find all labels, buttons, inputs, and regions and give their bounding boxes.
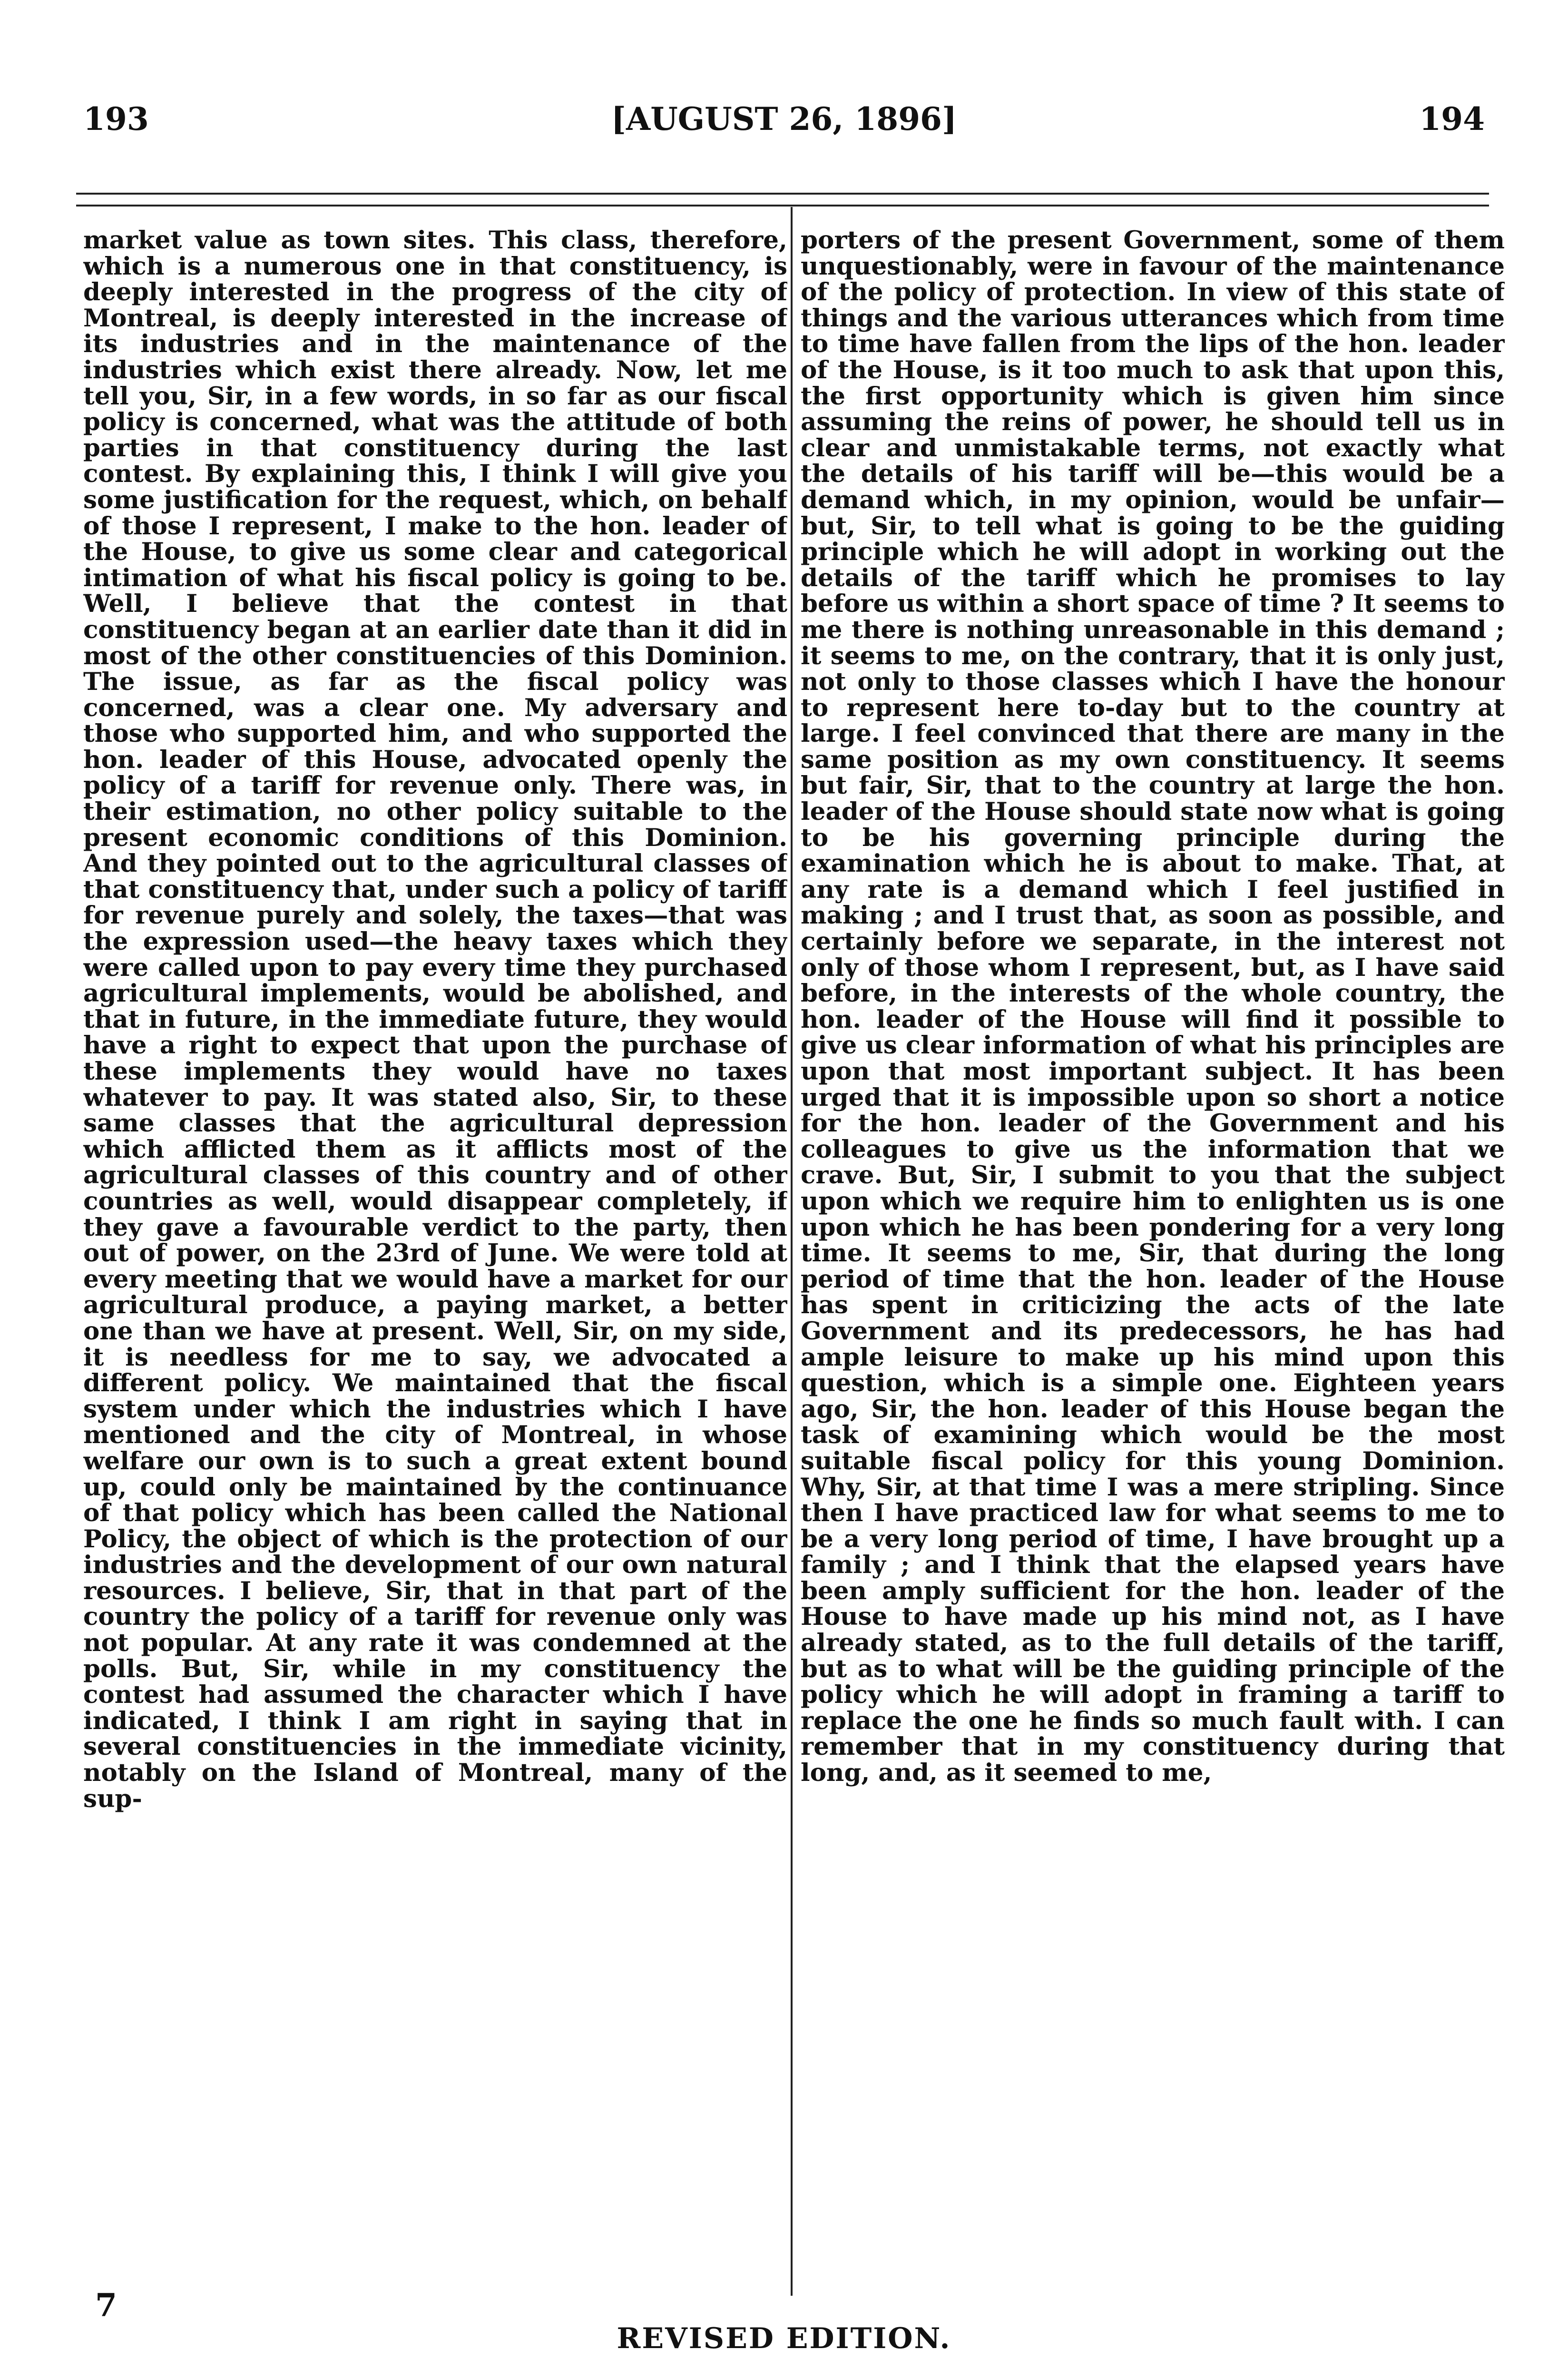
column-divider <box>791 207 793 2296</box>
header-date: [AUGUST 26, 1896] <box>611 100 957 138</box>
text-column-right <box>801 227 1505 2297</box>
signature-mark: 7 <box>95 2287 117 2324</box>
edition-label: REVISED EDITION. <box>617 2322 951 2355</box>
column-left-text: market value as town sites. This class, therefore, which is a numerous one in that constituency, is deeply interested in the progress of the city of Montreal, is deeply interested in the increase of its industries and in the maintenance of the industries which exist there already. Now, let me tell you, Sir, in a few words, in so far as our fiscal policy is concerned, what was the attitude of both parties in that constituency during the last contest. By explaining this, I think I will give you some justification for the request, which, on behalf of those I represent, I make to the hon. leader of the House, to give us some clear and categorical intimation of what his fiscal policy is going to be. Well, I believe that the contest in that constituency began at an earlier date than it did in most of the other constituencies of this Dominion. The issue, as far as the fiscal policy was concerned, was a clear one. My adversary and those who supported him, and who supported the hon. leader of this House, advocated openly the policy of a tariff for revenue only. There was, in their estimation, no other policy suitable to the present economic conditions of this Dominion. And they pointed out to the agricultural classes of that constituency that, under such a policy of tariff for revenue purely and solely, the taxes—that was the expression used—the heavy taxes which they were called upon to pay every time they purchased agricultural implements, would be abolished, and that in future, in the immediate future, they would have a right to expect that upon the purchase of these implements they would have no taxes whatever to pay. It was stated also, Sir, to these same classes that the agricultural depression which afflicted them as it afflicts most of the agricultural classes of this country and of other countries as well, would disappear completely, if they gave a favourable verdict to the party, then out of power, on the 23rd of June. We were told at every meeting that we would have a market for our agricultural produce, a paying market, a better one than we have at present. Well, Sir, on my side, it is needless for me to say, we advocated a different policy. We maintained that the fiscal system under which the industries which I have mentioned and the city of Montreal, in whose welfare our own is to such a great extent bound up, could only be maintained by the continuance of that policy which has been called the National Policy, the object of which is the protection of our industries and the development of our own natural resources. I believe, Sir, that in that part of the country the policy of a tariff for revenue only was not popular. At any rate it was condemned at the polls. But, Sir, while in my constituency the contest had assumed the character which I have indicated, I think I am right in saying that in several constituencies in the immediate vicinity, notably on the Island of Montreal, many of the sup- <box>83 227 787 1813</box>
page-header <box>0 98 1568 155</box>
page-number-right: 194 <box>1419 100 1485 138</box>
page-number-left: 193 <box>83 100 149 138</box>
text-column-left <box>83 227 787 2297</box>
header-rule-bottom <box>76 205 1489 206</box>
column-right-text: porters of the present Government, some of them unquestionably, were in favour of the maintenance of the policy of protection. In view of this state of things and the various utterances which from time to time have fallen from the lips of the hon. leader of the House, is it too much to ask that upon this, the first opportunity which is given him since assuming the reins of power, he should tell us in clear and unmistakable terms, not exactly what the details of his tariff will be—this would be a demand which, in my opinion, would be unfair—but, Sir, to tell what is going to be the guiding principle which he will adopt in working out the details of the tariff which he promises to lay before us within a short space of time ? It seems to me there is nothing unreasonable in this demand ; it seems to me, on the contrary, that it is only just, not only to those classes which I have the honour to represent here to-day but to the country at large. I feel convinced that there are many in the same position as my own constituency. It seems but fair, Sir, that to the country at large the hon. leader of the House should state now what is going to be his governing principle during the examination which he is about to make. That, at any rate is a demand which I feel justified in making ; and I trust that, as soon as possible, and certainly before we separate, in the interest not only of those whom I represent, but, as I have said before, in the interests of the whole country, the hon. leader of the House will find it possible to give us clear information of what his principles are upon that most important subject. It has been urged that it is impossible upon so short a notice for the hon. leader of the Government and his colleagues to give us the information that we crave. But, Sir, I submit to you that the subject upon which we require him to enlighten us is one upon which he has been pondering for a very long time. It seems to me, Sir, that during the long period of time that the hon. leader of the House has spent in criticizing the acts of the late Government and its predecessors, he has had ample leisure to make up his mind upon this question, which is a simple one. Eighteen years ago, Sir, the hon. leader of this House began the task of examining which would be the most suitable fiscal policy for this young Dominion. Why, Sir, at that time I was a mere stripling. Since then I have practiced law for what seems to me to be a very long period of time, I have brought up a family ; and I think that the elapsed years have been amply sufficient for the hon. leader of the House to have made up his mind not, as I have already stated, as to the full details of the tariff, but as to what will be the guiding principle of the policy which he will adopt in framing a tariff to replace the one he finds so much fault with. I can remember that in my constituency during that long, and, as it seemed to me, <box>801 227 1505 1788</box>
header-rule-top <box>76 193 1489 195</box>
